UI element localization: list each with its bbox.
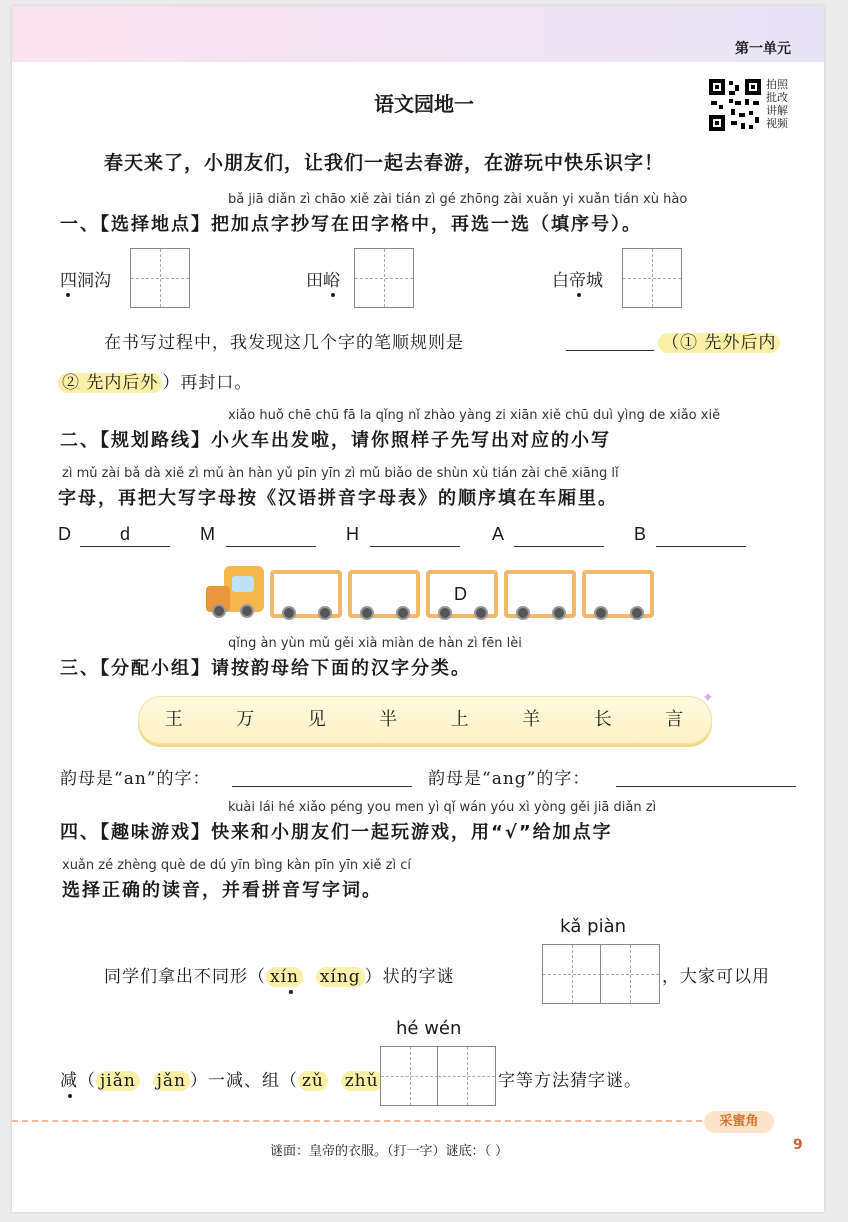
place-3: 白帝城 [552, 271, 603, 291]
blank-b[interactable] [656, 546, 746, 547]
qr-code-icon[interactable] [707, 77, 763, 133]
blank-d[interactable] [80, 546, 170, 547]
s1-option-a[interactable]: xín [266, 967, 303, 987]
emphasis-dot [66, 293, 70, 297]
char: 长 [593, 709, 612, 730]
box-pinyin-kapian: kǎ piàn [560, 916, 627, 937]
q2-pinyin-1: xiǎo huǒ chē chū fā la qǐng nǐ zhào yàng zi xiān xiě chū duì yìng de xiǎo xiě [228, 408, 721, 423]
train-car-letter: D [454, 584, 467, 604]
tianzige-box-1[interactable] [130, 248, 190, 308]
blank-a[interactable] [514, 546, 604, 547]
wheel [594, 606, 608, 620]
tianzige-box-2[interactable] [354, 248, 414, 308]
tianzige-hewen-1[interactable] [380, 1046, 438, 1106]
char: 见 [307, 709, 326, 730]
wheel [396, 606, 410, 620]
wheel [212, 604, 226, 618]
char: 言 [665, 709, 684, 730]
an-label: 韵母是“an”的字： [60, 769, 211, 789]
tianzige-kapian-2[interactable] [600, 944, 660, 1004]
q1-option-1: （① 先外后内 [658, 328, 780, 353]
footer-tag: 采蜜角 [704, 1111, 774, 1133]
s1-suffix: 状的字谜 [382, 967, 455, 987]
letter-A: A [492, 524, 505, 544]
box-pinyin-hewen: hé wén [396, 1018, 462, 1039]
s1-option-b[interactable]: xíng [316, 967, 365, 987]
q4-sentence-1: 同学们拿出不同形（ xín xíng ）状的字谜 [104, 967, 455, 987]
char: 万 [236, 709, 255, 730]
char: 上 [450, 709, 469, 730]
wheel [630, 606, 644, 620]
char: 王 [164, 709, 183, 730]
wheel [516, 606, 530, 620]
char-bank-list [138, 705, 710, 731]
riddle-text: 谜面：皇帝的衣服。（打一字）谜底：（ ） [270, 1144, 509, 1159]
q3-heading: 三、【分配小组】请按韵母给下面的汉字分类。 [60, 658, 471, 679]
ang-label: 韵母是“ang”的字： [428, 769, 591, 789]
locomotive-window [232, 576, 254, 592]
qr-caption: 拍照批改 讲解视频 [766, 78, 788, 130]
intro-text: 春天来了，小朋友们，让我们一起去春游，在游玩中快乐识字！ [104, 152, 665, 174]
q4-sentence-2: 减（ jiǎn jǎn ）一减、组（ zǔ zhǔ [60, 1066, 401, 1091]
char: 半 [379, 709, 398, 730]
s2-option-a[interactable]: jiǎn [96, 1071, 140, 1091]
q4-heading-1: 四、【趣味游戏】快来和小朋友们一起玩游戏，用“√”给加点字 [60, 822, 613, 843]
q4-pinyin-2: xuǎn zé zhèng què de dú yīn bìng kàn pīn yīn xiě zì cí [62, 858, 412, 873]
q1-answer-blank[interactable] [566, 350, 654, 351]
star-icon: ✦ [702, 690, 714, 706]
blank-m[interactable] [226, 546, 316, 547]
emphasis-dot [331, 293, 335, 297]
q3-pinyin: qǐng àn yùn mǔ gěi xià miàn de hàn zì fēn lèi [228, 636, 522, 651]
wheel [318, 606, 332, 620]
letter-B: B [634, 524, 647, 544]
q2-heading-2: 字母，再把大写字母按《汉语拼音字母表》的顺序填在车厢里。 [58, 488, 618, 509]
wheel [240, 604, 254, 618]
s2-end: 字等方法猜字谜。 [498, 1071, 642, 1091]
wheel [438, 606, 452, 620]
s2-mid: 一减、组 [207, 1071, 280, 1091]
wheel [282, 606, 296, 620]
an-answer-blank[interactable] [232, 786, 412, 787]
char: 羊 [522, 709, 541, 730]
q2-pinyin-2: zì mǔ zài bǎ dà xiě zì mǔ àn hàn yǔ pīn yīn zì mǔ biǎo de shùn xù tián zài chē xiāng lǐ [62, 466, 619, 481]
unit-label: 第一单元 [735, 41, 791, 57]
wheel [552, 606, 566, 620]
letter-H: H [346, 524, 359, 544]
place-1: 四洞沟 [60, 271, 111, 291]
ang-answer-blank[interactable] [616, 786, 796, 787]
q1-heading: 一、【选择地点】把加点字抄写在田字格中，再选一选（填序号）。 [60, 214, 642, 235]
q1-sentence-end: ）再封口。 [162, 373, 253, 393]
header-band [12, 6, 824, 62]
example-lower-d: d [120, 524, 131, 544]
wheel [360, 606, 374, 620]
s1-end: ，大家可以用 [662, 967, 770, 987]
tianzige-hewen-2[interactable] [437, 1046, 496, 1106]
place-2: 田峪 [306, 271, 340, 291]
emphasis-dot [577, 293, 581, 297]
s1-prefix: 同学们拿出不同形 [104, 967, 248, 987]
page-number: 9 [793, 1137, 803, 1153]
q1-sentence: 在书写过程中，我发现这几个字的笔顺规则是 [104, 333, 464, 353]
q2-heading-1: 二、【规划路线】小火车出发啦，请你照样子先写出对应的小写 [60, 430, 611, 451]
q1-option-2: ② 先内后外 ）再封口。 [58, 368, 252, 393]
train-illustration [204, 562, 654, 622]
q1-pinyin: bǎ jiā diǎn zì chāo xiě zài tián zì gé zhōng zài xuǎn yi xuǎn tián xù hào [228, 192, 688, 207]
q4-heading-2: 选择正确的读音，并看拼音写字词。 [62, 880, 382, 901]
emphasis-dot [289, 990, 293, 994]
wheel [474, 606, 488, 620]
emphasis-dot [68, 1094, 72, 1098]
tianzige-box-3[interactable] [622, 248, 682, 308]
s2-option-d[interactable]: zhǔ [341, 1071, 383, 1091]
tianzige-kapian-1[interactable] [542, 944, 601, 1004]
page-title: 语文园地一 [374, 92, 474, 116]
s2-char: 减 [60, 1071, 78, 1091]
letter-D: D [58, 524, 71, 544]
footer-divider [12, 1120, 702, 1122]
q4-pinyin-1: kuài lái hé xiǎo péng you men yì qǐ wán yóu xì yòng gěi jiā diǎn zì [228, 800, 657, 815]
s2-option-b[interactable]: jǎn [153, 1071, 190, 1091]
blank-h[interactable] [370, 546, 460, 547]
s2-option-c[interactable]: zǔ [298, 1071, 328, 1091]
letter-M: M [200, 524, 215, 544]
